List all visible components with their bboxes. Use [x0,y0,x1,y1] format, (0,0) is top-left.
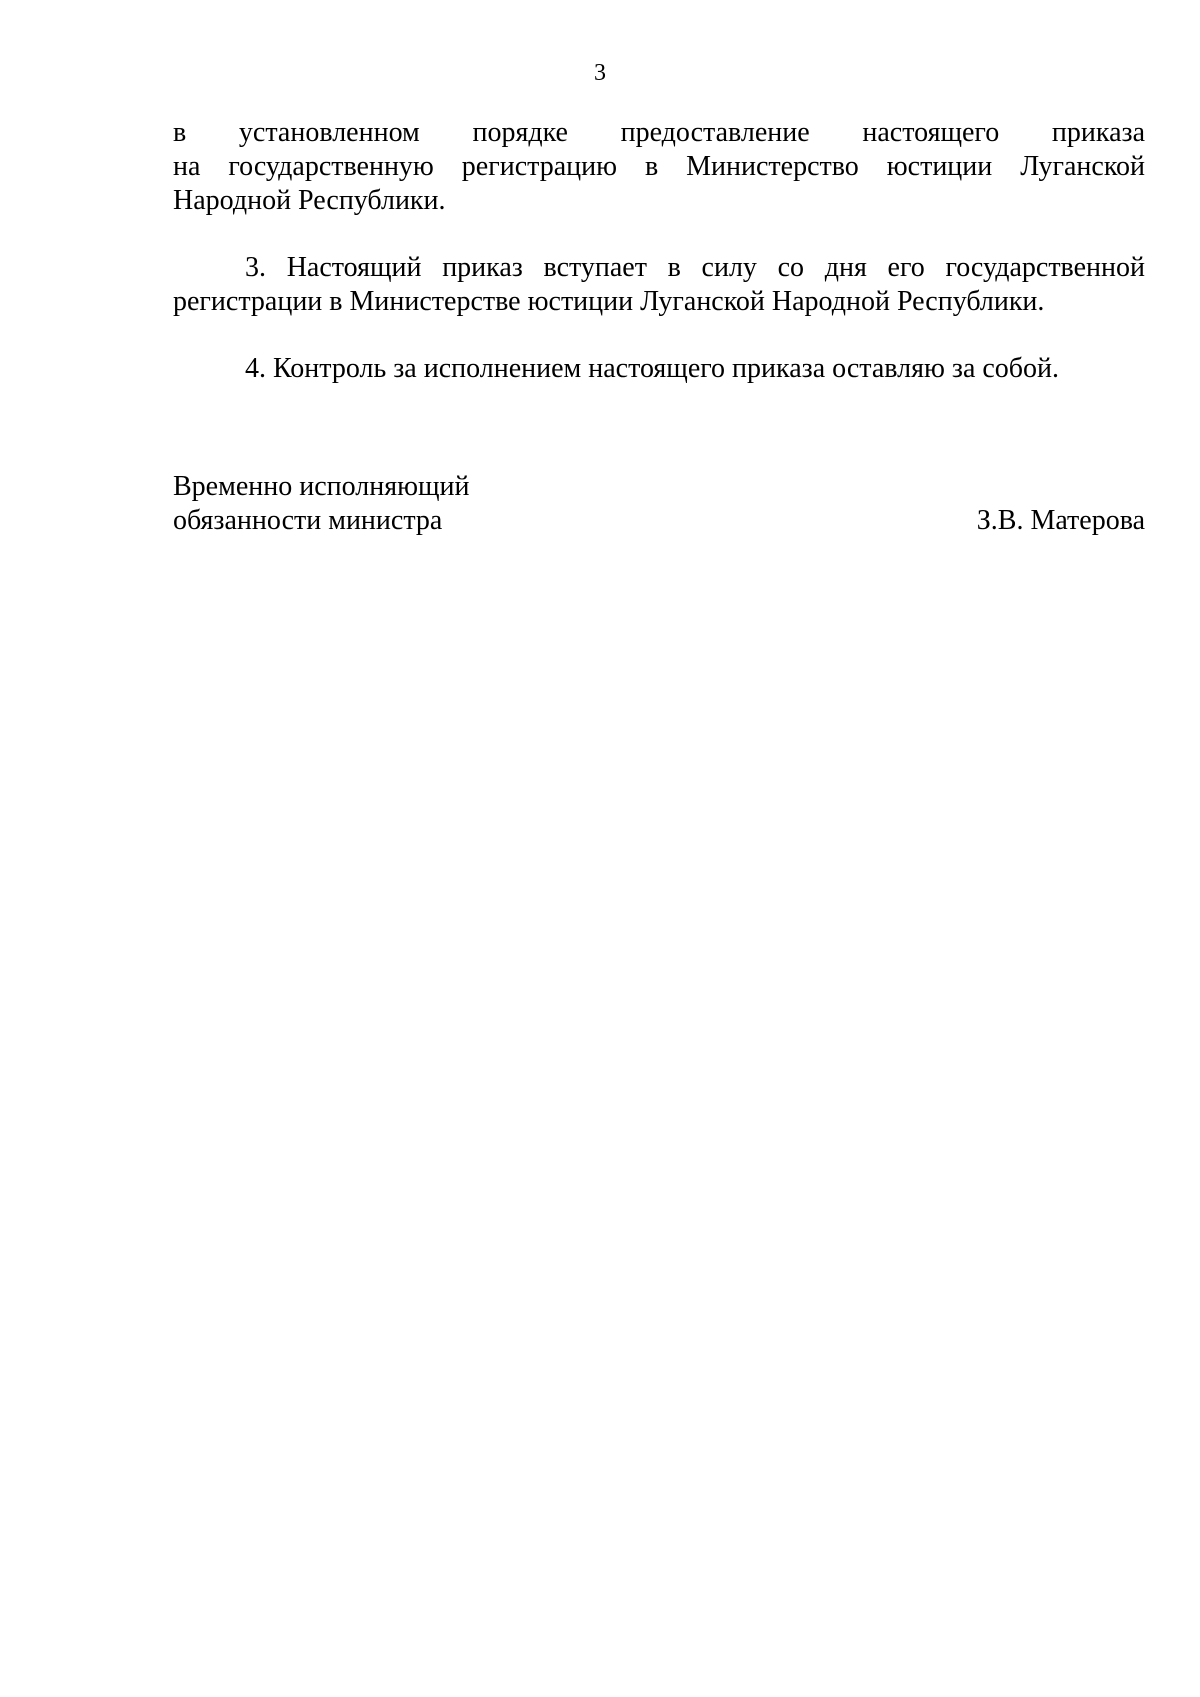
paragraph-line: на государственную регистрацию в Министерство юстиции Луганской [173,151,1145,182]
paragraph-continuation [173,116,1145,218]
document-body [173,116,1145,386]
paragraph-line: регистрации в Министерстве юстиции Луганской Народной Республики. [173,286,1045,317]
paragraph-line: Народной Республики. [173,185,446,216]
paragraph-line: 3. Настоящий приказ вступает в силу со дня его государственной [245,252,1145,283]
signatory-title-line: Временно исполняющий [173,471,470,502]
page-number: 3 [594,60,606,86]
paragraph-item-3 [173,251,1145,319]
paragraph-line: в установленном порядке предоставление настоящего приказа [173,117,1145,148]
signature-block [173,470,1145,538]
signature-row [173,504,1145,538]
signatory-title-line: обязанности министра [173,505,443,536]
signatory-name: З.В. Матерова [976,505,1145,536]
paragraph-item-4 [173,352,1145,386]
paragraph-line: 4. Контроль за исполнением настоящего приказа оставляю за собой. [245,353,1060,384]
